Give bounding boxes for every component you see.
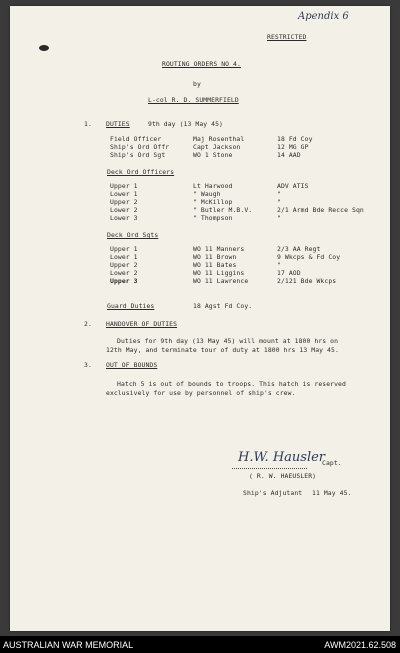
sgt-row-unit: 2/3 AA Regt [277,245,321,253]
officer-row-deck: Upper 2 [110,198,138,206]
section-1-heading: DUTIES [106,120,130,128]
sgt-row-unit: 9 Wkcps & Fd Coy [277,253,341,261]
sgt-row-name: WO 11 Bates [193,261,237,269]
sgt-row-deck: Upper 3 [110,277,138,285]
section-2-heading: HANDOVER OF DUTIES [106,320,178,328]
officer-row-unit: " [277,214,281,222]
officer-row-name: Lt Harwood [193,182,233,190]
duty-day: 9th day (13 May 45) [148,120,224,128]
sgt-row-unit: 2/121 Bde Wkcps [277,277,337,285]
sgt-row-unit: 17 AOD [277,269,301,277]
section-3-line-1: Hatch 5 is out of bounds to troops. This hatch is reserved [117,380,346,388]
duty-row-name: Maj Rosenthal [193,135,245,143]
signature-line [232,468,307,469]
section-2-number: 2. [84,320,92,328]
section-2-line-1: Duties for 9th day (13 May 45) will mount at 1800 hrs on [117,337,339,345]
sgt-row-name: WO 11 Manners [193,245,245,253]
section-3-number: 3. [84,361,92,369]
footer-source: AUSTRALIAN WAR MEMORIAL [3,640,134,650]
document-title: ROUTING ORDERS NO 4. [162,60,241,68]
document-date: 11 May 45. [312,489,352,497]
duty-row-unit: 14 AAD [277,151,301,159]
officer-row-deck: Upper 1 [110,182,138,190]
duty-row-role: Ship's Ord Sgt [110,151,166,159]
sgt-row-deck: Lower 2 [110,269,138,277]
sgt-row-deck: Upper 1 [110,245,138,253]
officer-row-name: " Butler M.B.V. [193,206,253,214]
officer-row-deck: Lower 1 [110,190,138,198]
officer-row-unit: " [277,190,281,198]
signatory-rank: Capt. [322,459,342,467]
author-name: L-col R. D. SUMMERFIELD [148,96,239,104]
officer-row-name: " Waugh [193,190,221,198]
duty-row-unit: 18 Fd Coy [277,135,313,143]
sgt-row-deck: Upper 2 [110,261,138,269]
officer-row-deck: Lower 2 [110,206,138,214]
officer-row-unit: 2/1 Armd Bde Recce Sqn [277,206,364,214]
duty-row-name: WO 1 Stone [193,151,233,159]
officer-row-unit: " [277,198,281,206]
duty-row-role: Field Officer [110,135,162,143]
section-3-heading: OUT OF BOUNDS [106,361,158,369]
guard-duties-label: Guard Duties [107,302,155,310]
duty-row-name: Capt Jackson [193,143,241,151]
section-1-number: 1. [84,120,92,128]
sgt-row-deck: Lower 1 [110,253,138,261]
duty-row-role: Ship's Ord Offr [110,143,170,151]
by-text: by [193,80,201,88]
sgt-row-name: WO 11 Brown [193,253,237,261]
duty-row-unit: 12 MG GP [277,143,309,151]
sgt-row-name: WO 11 Lawrence [193,277,249,285]
deck-sgts-heading: Deck Ord Sgts [107,231,159,239]
handwritten-signature: H.W. Hausler [238,450,326,465]
officer-row-deck: Lower 3 [110,214,138,222]
officer-row-unit: ADV ATIS [277,182,309,190]
signatory-name: ( R. W. HAEUSLER) [249,472,317,480]
sgt-row-name: WO 11 Liggins [193,269,245,277]
officer-row-name: " McKillop [193,198,233,206]
officer-row-name: " Thompson [193,214,233,222]
classification-label: RESTRICTED [267,33,307,41]
appendix-annotation: Apendix 6 [298,11,349,22]
footer-accession-number: AWM2021.62.508 [324,640,396,650]
punch-hole [39,45,49,51]
guard-duties-value: 18 Agst Fd Coy. [193,302,253,310]
section-3-line-2: exclusively for use by personnel of ship's crew. [106,389,296,397]
sgt-row-unit: " [277,261,281,269]
signatory-position: Ship's Adjutant [243,489,303,497]
section-2-line-2: 12th May, and terminate tour of duty at 1800 hrs 13 May 45. [106,346,339,354]
deck-officers-heading: Deck Ord Officers [107,168,175,176]
